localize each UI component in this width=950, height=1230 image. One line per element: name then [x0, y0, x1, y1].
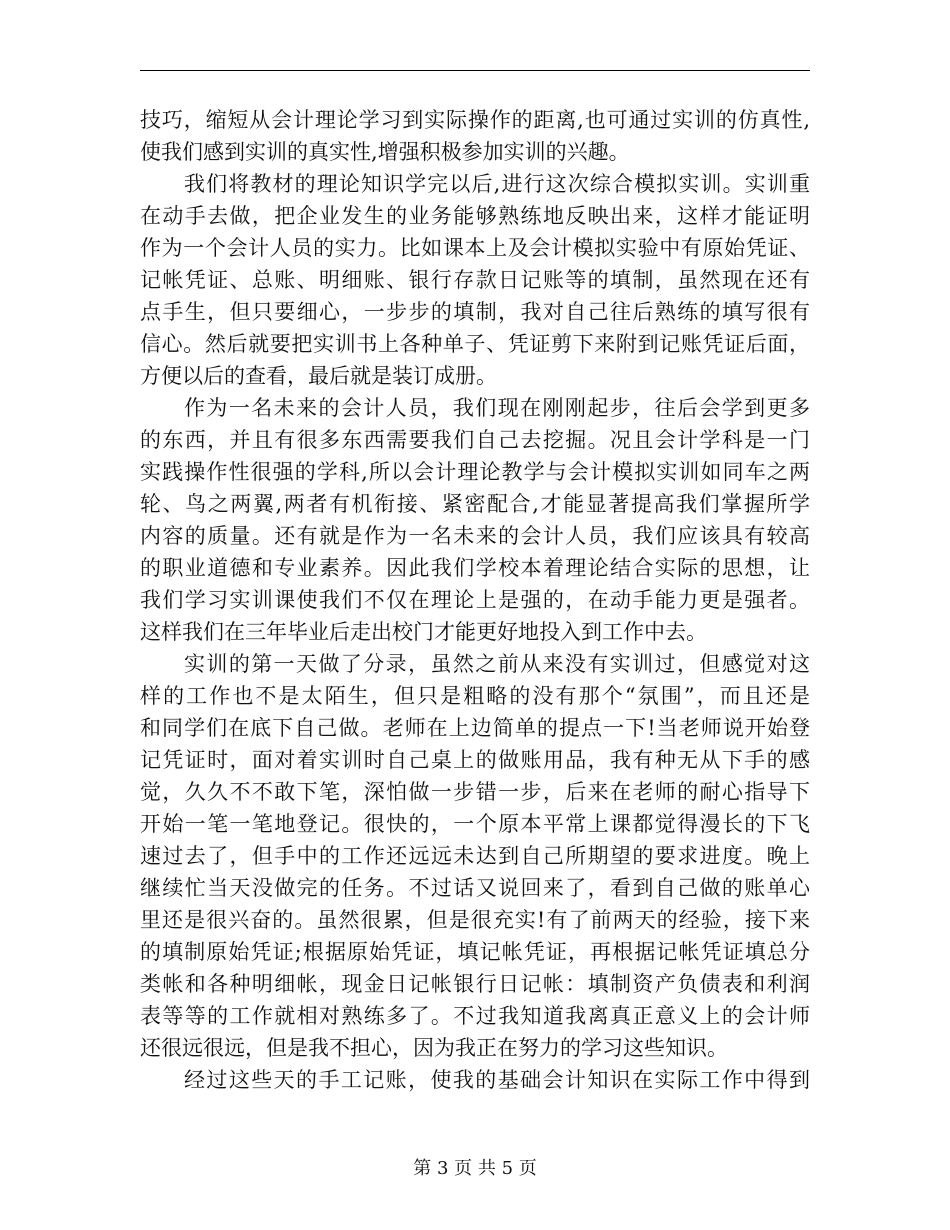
text-line: 开始一笔一笔地登记。很快的，一个原本平常上课都觉得漫长的下飞 [140, 812, 810, 836]
text-line: 速过去了，但手中的工作还远远未达到自己所期望的要求进度。晚上 [140, 844, 810, 868]
text-line: 作为一名未来的会计人员，我们现在刚刚起步，往后会学到更多 [184, 396, 810, 420]
text-line: 继续忙当天没做完的任务。不过话又说回来了，看到自己做的账单心 [140, 876, 810, 900]
text-line: 实践操作性很强的学科,所以会计理论教学与会计模拟实训如同车之两 [140, 460, 810, 484]
text-line: 的东西，并且有很多东西需要我们自己去挖掘。况且会计学科是一门 [140, 428, 810, 452]
text-line: 在动手去做，把企业发生的业务能够熟练地反映出来，这样才能证明 [140, 204, 810, 228]
text-line: 作为一个会计人员的实力。比如课本上及会计模拟实验中有原始凭证、 [140, 236, 810, 260]
text-line: 使我们感到实训的真实性,增强积极参加实训的兴趣。 [140, 140, 630, 164]
text-line: 觉，久久不不敢下笔，深怕做一步错一步，后来在老师的耐心指导下 [140, 780, 810, 804]
text-line: 表等等的工作就相对熟练多了。不过我知道我离真正意义上的会计师 [140, 1004, 810, 1028]
text-line: 技巧，缩短从会计理论学习到实际操作的距离,也可通过实训的仿真性, [140, 108, 810, 132]
text-line: 经过这些天的手工记账，使我的基础会计知识在实际工作中得到 [184, 1068, 810, 1092]
text-line: 轮、鸟之两翼,两者有机衔接、紧密配合,才能显著提高我们掌握所学 [140, 492, 810, 516]
text-line: 内容的质量。还有就是作为一名未来的会计人员，我们应该具有较高 [140, 524, 810, 548]
text-line: 方便以后的查看，最后就是装订成册。 [140, 364, 497, 388]
text-line: 记凭证时，面对着实训时自己桌上的做账用品，我有种无从下手的感 [140, 748, 810, 772]
document-body [140, 104, 810, 1096]
page-footer: 第 3 页 共 5 页 [413, 1158, 537, 1179]
text-line: 样的工作也不是太陌生，但只是粗略的没有那个“氛围”，而且还是 [140, 684, 810, 708]
header-rule [140, 70, 810, 71]
text-line: 类帐和各种明细帐，现金日记帐银行日记帐：填制资产负债表和利润 [140, 972, 810, 996]
text-line: 点手生，但只要细心，一步步的填制，我对自己往后熟练的填写很有 [140, 300, 810, 324]
text-line: 的填制原始凭证;根据原始凭证，填记帐凭证，再根据记帐凭证填总分 [140, 940, 810, 964]
text-line: 实训的第一天做了分录，虽然之前从来没有实训过，但感觉对这 [184, 652, 810, 676]
text-line: 信心。然后就要把实训书上各种单子、凭证剪下来附到记账凭证后面， [140, 332, 810, 356]
text-line: 还很远很远，但是我不担心，因为我正在努力的学习这些知识。 [140, 1036, 728, 1060]
text-line: 记帐凭证、总账、明细账、银行存款日记账等的填制，虽然现在还有 [140, 268, 810, 292]
text-line: 我们将教材的理论知识学完以后,进行这次综合模拟实训。实训重 [184, 172, 810, 196]
text-line: 里还是很兴奋的。虽然很累，但是很充实!有了前两天的经验，接下来 [140, 908, 810, 932]
text-line: 和同学们在底下自己做。老师在上边简单的提点一下!当老师说开始登 [140, 716, 810, 740]
text-line: 这样我们在三年毕业后走出校门才能更好地投入到工作中去。 [140, 620, 707, 644]
text-line: 的职业道德和专业素养。因此我们学校本着理论结合实际的思想，让 [140, 556, 810, 580]
text-line: 我们学习实训课使我们不仅在理论上是强的，在动手能力更是强者。 [140, 588, 810, 612]
